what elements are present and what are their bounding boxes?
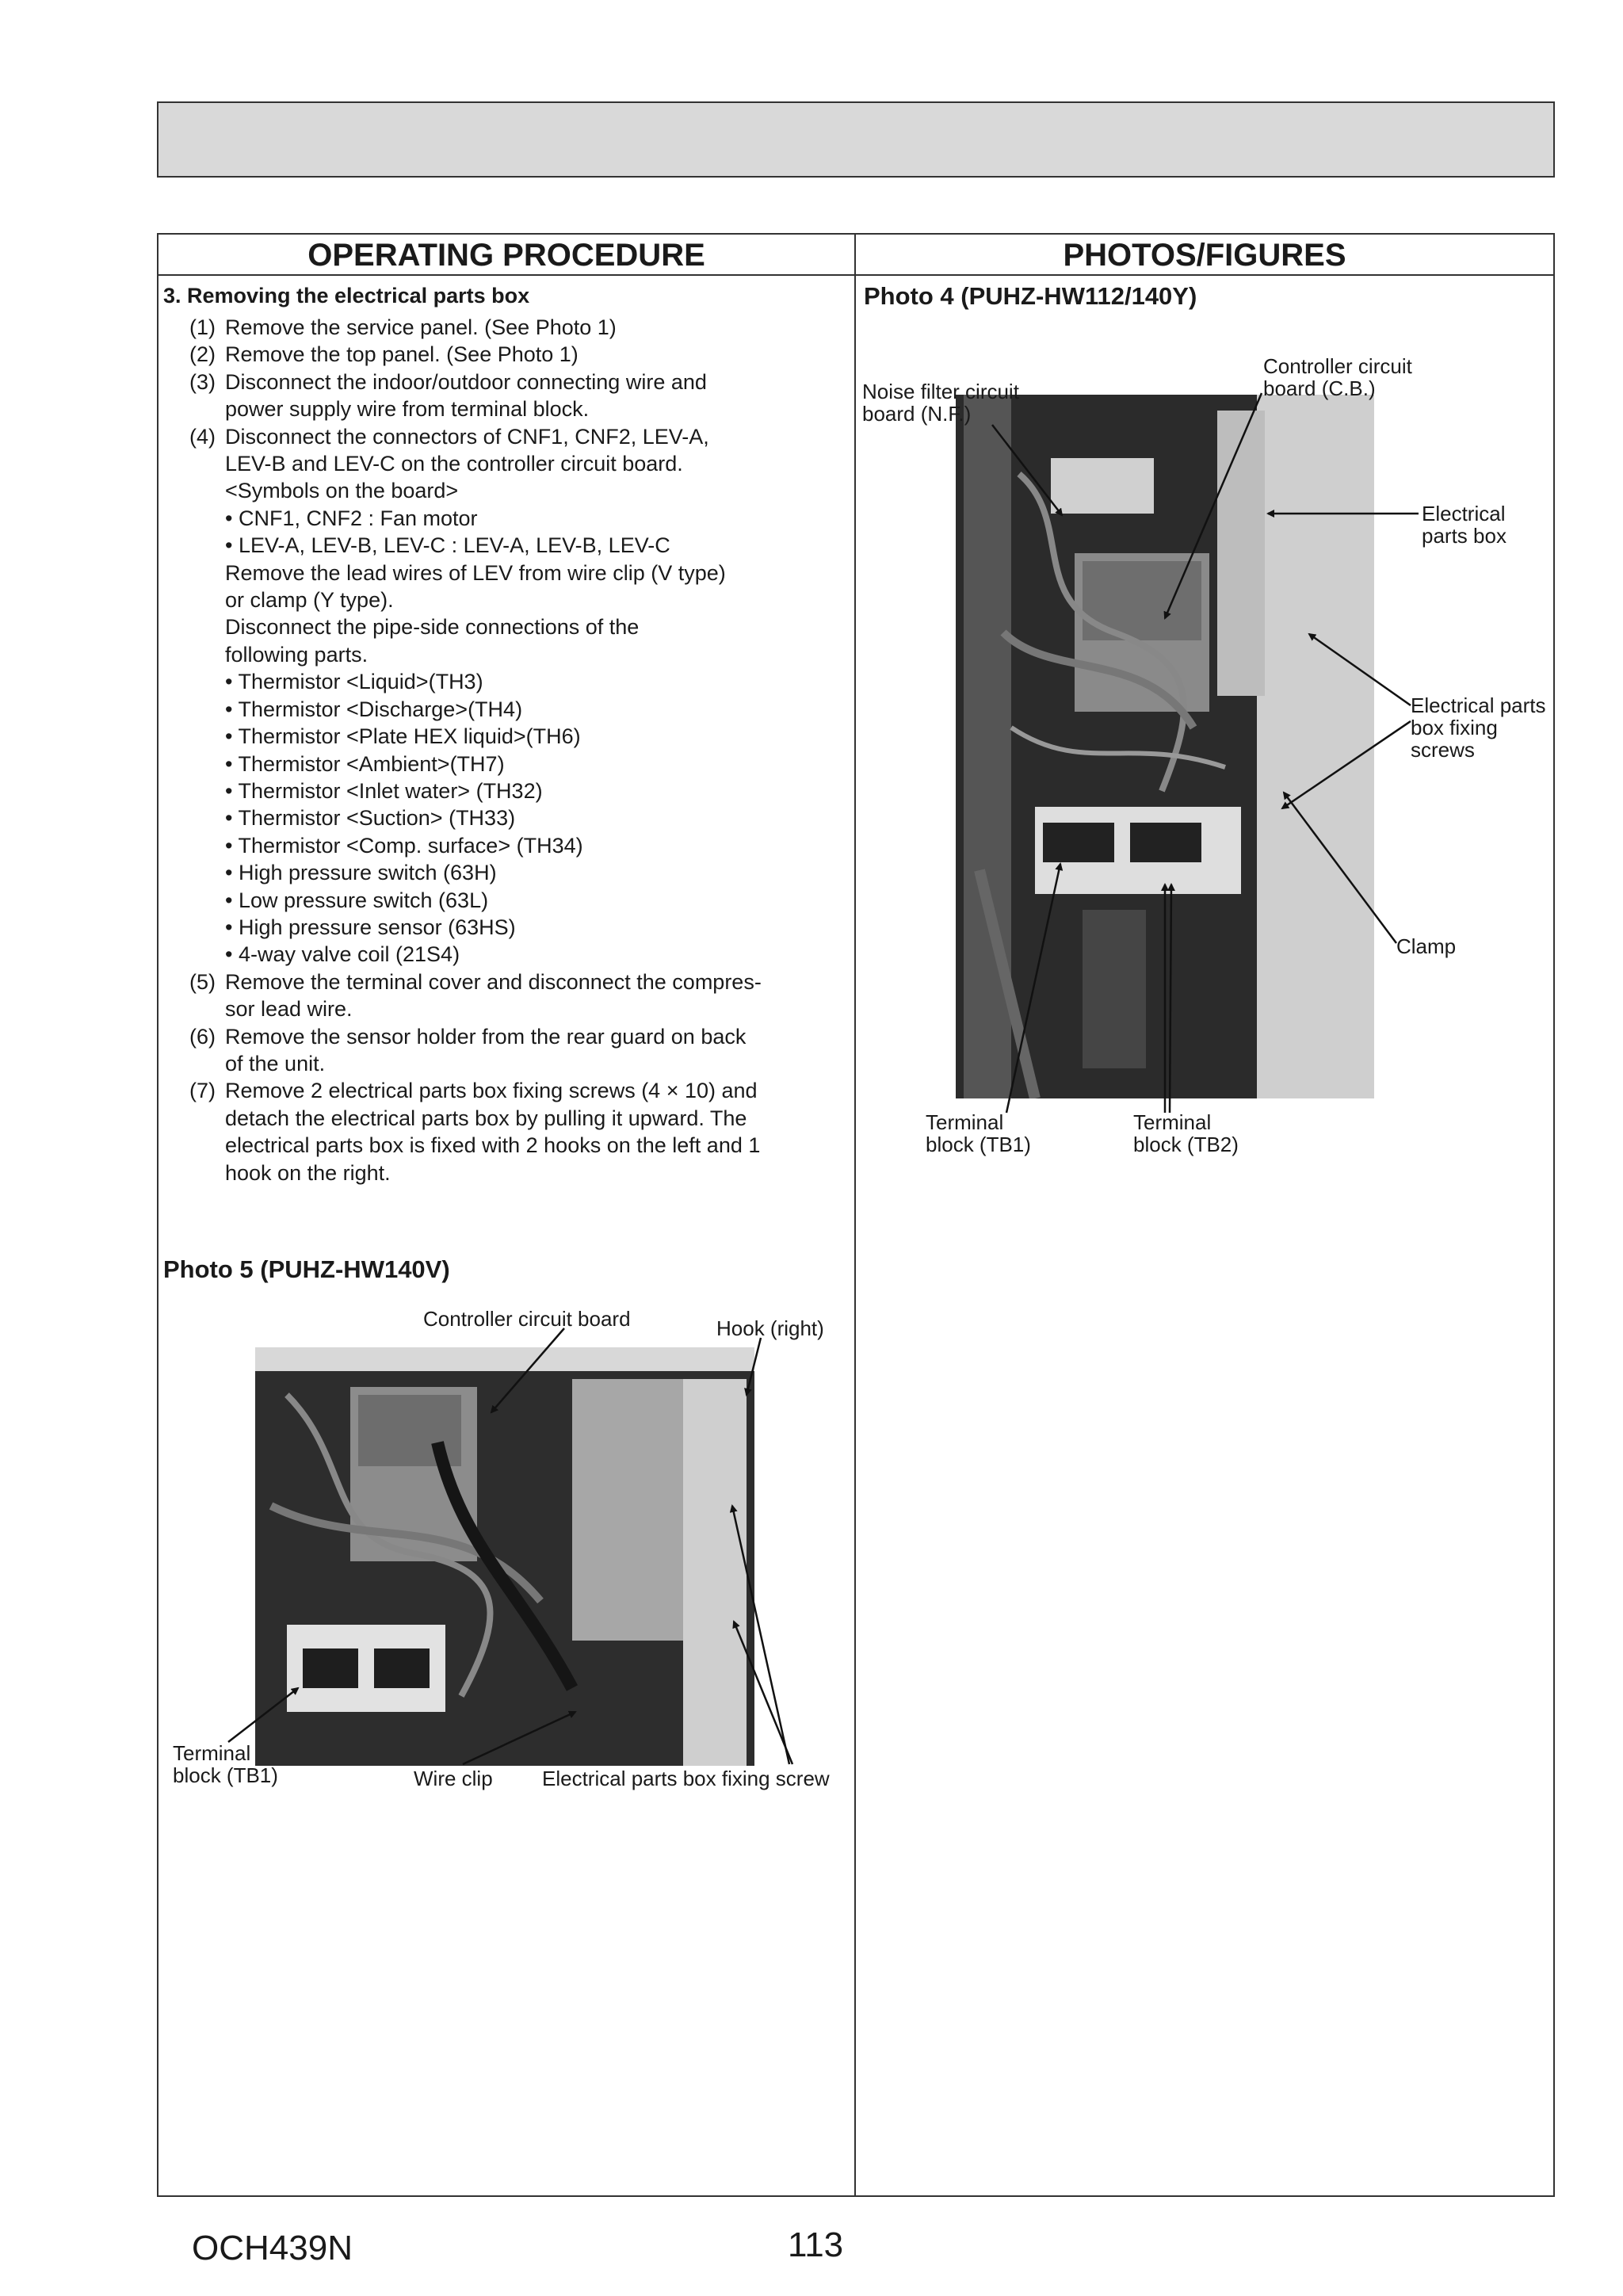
column-header-procedure: OPERATING PROCEDURE bbox=[307, 238, 705, 273]
step-number: (3) bbox=[189, 369, 216, 394]
step-number bbox=[163, 995, 225, 1022]
step-text: LEV-B and LEV-C on the controller circuit board. bbox=[225, 452, 683, 476]
step-number bbox=[163, 477, 225, 504]
step-text: Disconnect the connectors of CNF1, CNF2, LEV-A, bbox=[225, 424, 709, 449]
photo4-image bbox=[956, 395, 1374, 1098]
label-fixing-screws: Electrical parts box fixing screws bbox=[1411, 693, 1546, 762]
label-wire-clip: Wire clip bbox=[414, 1767, 493, 1790]
step-text: • Thermistor <Liquid>(TH3) bbox=[225, 670, 483, 694]
label-noise-filter: Noise filter circuit board (N.F.) bbox=[862, 380, 1019, 426]
step-text: • High pressure sensor (63HS) bbox=[225, 915, 516, 939]
label-electrical-box: Electrical parts box bbox=[1422, 502, 1507, 548]
procedure-step-line bbox=[163, 1132, 851, 1159]
procedure-step-line bbox=[163, 941, 851, 968]
step-text: • Thermistor <Ambient>(TH7) bbox=[225, 751, 505, 776]
step-number bbox=[163, 560, 225, 586]
step-text: • Thermistor <Suction> (TH33) bbox=[225, 806, 516, 831]
procedure-step-line bbox=[163, 395, 851, 422]
step-text: Remove the top panel. (See Photo 1) bbox=[225, 342, 579, 367]
step-number bbox=[163, 777, 225, 804]
step-number: (4) bbox=[189, 424, 216, 449]
step-text: • Low pressure switch (63L) bbox=[225, 888, 489, 912]
procedure-step-line bbox=[163, 477, 851, 504]
document-code: OCH439N bbox=[192, 2229, 353, 2267]
procedure-step-line bbox=[163, 914, 851, 941]
step-number bbox=[163, 532, 225, 559]
procedure-step-line bbox=[163, 1023, 851, 1050]
procedure-step-line bbox=[163, 586, 851, 613]
step-text: • Thermistor <Inlet water> (TH32) bbox=[225, 778, 543, 803]
step-number: (2) bbox=[189, 342, 216, 367]
label-terminal-tb1-p5: Terminal block (TB1) bbox=[173, 1741, 278, 1787]
step-number bbox=[163, 887, 225, 914]
procedure-step-line bbox=[163, 696, 851, 723]
page-number: 113 bbox=[788, 2225, 844, 2264]
step-text: Disconnect the indoor/outdoor connecting wire and bbox=[225, 369, 707, 394]
step-number: (6) bbox=[189, 1024, 216, 1049]
step-number bbox=[163, 668, 225, 695]
step-number bbox=[163, 696, 225, 723]
procedure-step-line bbox=[163, 968, 851, 995]
procedure-step-line bbox=[163, 341, 851, 368]
procedure-step-line bbox=[163, 777, 851, 804]
step-text: • Thermistor <Discharge>(TH4) bbox=[225, 697, 523, 721]
step-number bbox=[163, 1105, 225, 1132]
procedure-step-line bbox=[163, 1050, 851, 1077]
procedure-step-line bbox=[163, 641, 851, 668]
label-clamp: Clamp bbox=[1396, 934, 1457, 958]
step-number bbox=[163, 505, 225, 532]
header-divider bbox=[157, 274, 1555, 276]
step-text: Remove 2 electrical parts box fixing screws (4 × 10) and bbox=[225, 1079, 758, 1103]
step-number bbox=[163, 751, 225, 777]
step-number bbox=[163, 641, 225, 668]
procedure-step-line bbox=[163, 560, 851, 586]
procedure-step-line bbox=[163, 613, 851, 640]
step-text: <Symbols on the board> bbox=[225, 479, 459, 503]
photo5-image bbox=[255, 1347, 754, 1766]
label-terminal-tb2: Terminal block (TB2) bbox=[1133, 1110, 1239, 1156]
step-number bbox=[163, 832, 225, 859]
step-number bbox=[163, 1132, 225, 1159]
procedure-step-line bbox=[163, 751, 851, 777]
step-text: power supply wire from terminal block. bbox=[225, 397, 590, 422]
procedure-step-line bbox=[163, 995, 851, 1022]
procedure-step-line bbox=[163, 887, 851, 914]
step-text: Remove the terminal cover and disconnect the compres- bbox=[225, 969, 762, 994]
step-number bbox=[163, 723, 225, 750]
procedure-step-line bbox=[163, 723, 851, 750]
step-number bbox=[163, 395, 225, 422]
procedure-step-line bbox=[163, 859, 851, 886]
step-number bbox=[163, 1159, 225, 1186]
step-text: • LEV-A, LEV-B, LEV-C : LEV-A, LEV-B, LEV-C bbox=[225, 533, 670, 558]
label-controller-board: Controller circuit board (C.B.) bbox=[1263, 354, 1412, 400]
step-text: Remove the service panel. (See Photo 1) bbox=[225, 315, 617, 339]
step-text: electrical parts box is fixed with 2 hooks on the left and 1 bbox=[225, 1133, 761, 1158]
step-number bbox=[163, 613, 225, 640]
procedure-step-line bbox=[163, 1077, 851, 1104]
section-title: 3. Removing the electrical parts box bbox=[163, 284, 530, 308]
procedure-step-line bbox=[163, 450, 851, 477]
column-divider bbox=[854, 233, 856, 2197]
label-controller-board-p5: Controller circuit board bbox=[423, 1307, 631, 1331]
step-number bbox=[163, 450, 225, 477]
step-text: Remove the lead wires of LEV from wire clip (V type) bbox=[225, 560, 726, 585]
step-text: detach the electrical parts box by pulling it upward. The bbox=[225, 1106, 747, 1130]
step-number bbox=[163, 586, 225, 613]
step-text: Disconnect the pipe-side connections of the bbox=[225, 615, 640, 640]
procedure-step-line bbox=[163, 314, 851, 341]
procedure-step-line bbox=[163, 804, 851, 831]
step-text: following parts. bbox=[225, 642, 369, 667]
photo4-caption: Photo 4 (PUHZ-HW112/140Y) bbox=[864, 282, 1197, 310]
step-text: hook on the right. bbox=[225, 1160, 391, 1185]
step-text: sor lead wire. bbox=[225, 997, 353, 1022]
procedure-step-line bbox=[163, 532, 851, 559]
label-terminal-tb1: Terminal block (TB1) bbox=[926, 1110, 1031, 1156]
procedure-step-line bbox=[163, 369, 851, 395]
step-number: (5) bbox=[189, 969, 216, 994]
procedure-step-line bbox=[163, 832, 851, 859]
procedure-step-line bbox=[163, 505, 851, 532]
procedure-step-line bbox=[163, 423, 851, 450]
step-text: Remove the sensor holder from the rear guard on back bbox=[225, 1024, 747, 1049]
column-header-photos: PHOTOS/FIGURES bbox=[1063, 238, 1346, 273]
step-number bbox=[163, 914, 225, 941]
procedure-steps bbox=[163, 314, 851, 1186]
procedure-step-line bbox=[163, 1159, 851, 1186]
step-text: of the unit. bbox=[225, 1051, 326, 1075]
label-fixing-screw-p5: Electrical parts box fixing screw bbox=[542, 1767, 830, 1790]
step-text: • Thermistor <Plate HEX liquid>(TH6) bbox=[225, 724, 581, 749]
step-number bbox=[163, 1050, 225, 1077]
step-text: • CNF1, CNF2 : Fan motor bbox=[225, 506, 478, 530]
label-hook-right: Hook (right) bbox=[716, 1316, 824, 1340]
procedure-step-line bbox=[163, 1105, 851, 1132]
step-text: • 4-way valve coil (21S4) bbox=[225, 942, 460, 967]
step-number: (1) bbox=[189, 315, 216, 339]
step-number: (7) bbox=[189, 1079, 216, 1103]
procedure-step-line bbox=[163, 668, 851, 695]
step-text: • High pressure switch (63H) bbox=[225, 861, 497, 885]
step-number bbox=[163, 941, 225, 968]
photo5-caption: Photo 5 (PUHZ-HW140V) bbox=[163, 1255, 450, 1283]
step-number bbox=[163, 859, 225, 886]
header-banner bbox=[157, 101, 1555, 178]
step-number bbox=[163, 804, 225, 831]
step-text: or clamp (Y type). bbox=[225, 588, 394, 613]
step-text: • Thermistor <Comp. surface> (TH34) bbox=[225, 833, 583, 858]
